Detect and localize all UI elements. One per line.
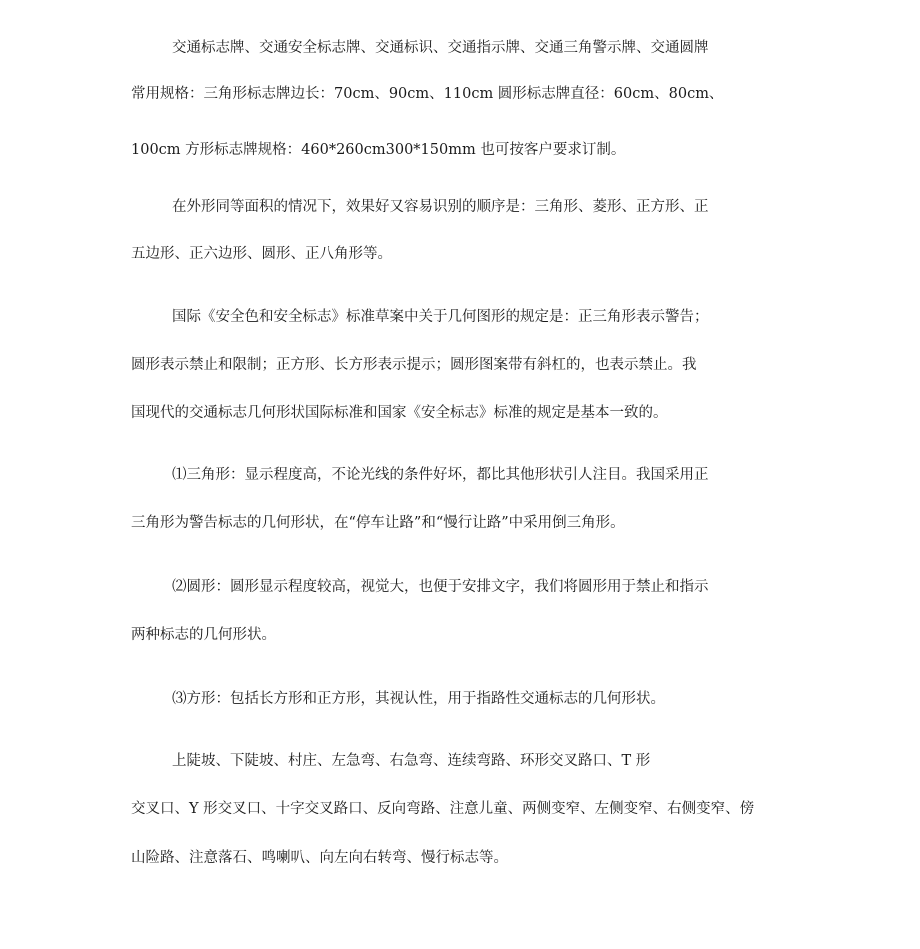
paragraph-3-line-2: 圆形表示禁止和限制；正方形、长方形表示提示；圆形图案带有斜杠的，也表示禁止。我 bbox=[131, 357, 697, 373]
paragraph-3-line-3: 国现代的交通标志几何形状国际标准和国家《安全标志》标准的规定是基本一致的。 bbox=[131, 405, 668, 421]
paragraph-1-line-2: 常用规格：三角形标志牌边长：70cm、90cm、110cm 圆形标志牌直径：60cm、80cm、 bbox=[131, 86, 724, 102]
paragraph-1-line-3: 100cm 方形标志牌规格：460*260cm300*150mm 也可按客户要求订制。 bbox=[131, 142, 626, 158]
paragraph-5-line-2: 两种标志的几何形状。 bbox=[131, 627, 276, 643]
paragraph-4-line-2: 三角形为警告标志的几何形状，在“停车让路”和“慢行让路”中采用倒三角形。 bbox=[131, 515, 625, 531]
paragraph-7-line-1: 上陡坡、下陡坡、村庄、左急弯、右急弯、连续弯路、环形交叉路口、T 形 bbox=[172, 753, 651, 769]
paragraph-3-line-1: 国际《安全色和安全标志》标准草案中关于几何图形的规定是：正三角形表示警告； bbox=[172, 309, 709, 325]
paragraph-1-line-1: 交通标志牌、交通安全标志牌、交通标识、交通指示牌、交通三角警示牌、交通圆牌 bbox=[172, 40, 709, 56]
paragraph-7-line-2: 交叉口、Y 形交叉口、十字交叉路口、反向弯路、注意儿童、两侧变窄、左侧变窄、右侧变窄、傍 bbox=[131, 801, 755, 817]
paragraph-5-line-1: ⑵圆形：圆形显示程度较高，视觉大，也便于安排文字，我们将圆形用于禁止和指示 bbox=[172, 579, 709, 595]
paragraph-7-line-3: 山险路、注意落石、鸣喇叭、向左向右转弯、慢行标志等。 bbox=[131, 850, 508, 866]
paragraph-2-line-2: 五边形、正六边形、圆形、正八角形等。 bbox=[131, 246, 392, 262]
paragraph-2-line-1: 在外形同等面积的情况下，效果好又容易识别的顺序是：三角形、菱形、正方形、正 bbox=[172, 199, 709, 215]
paragraph-4-line-1: ⑴三角形：显示程度高，不论光线的条件好坏，都比其他形状引人注目。我国采用正 bbox=[172, 467, 709, 483]
paragraph-6-line-1: ⑶方形：包括长方形和正方形，其视认性，用于指路性交通标志的几何形状。 bbox=[172, 691, 665, 707]
